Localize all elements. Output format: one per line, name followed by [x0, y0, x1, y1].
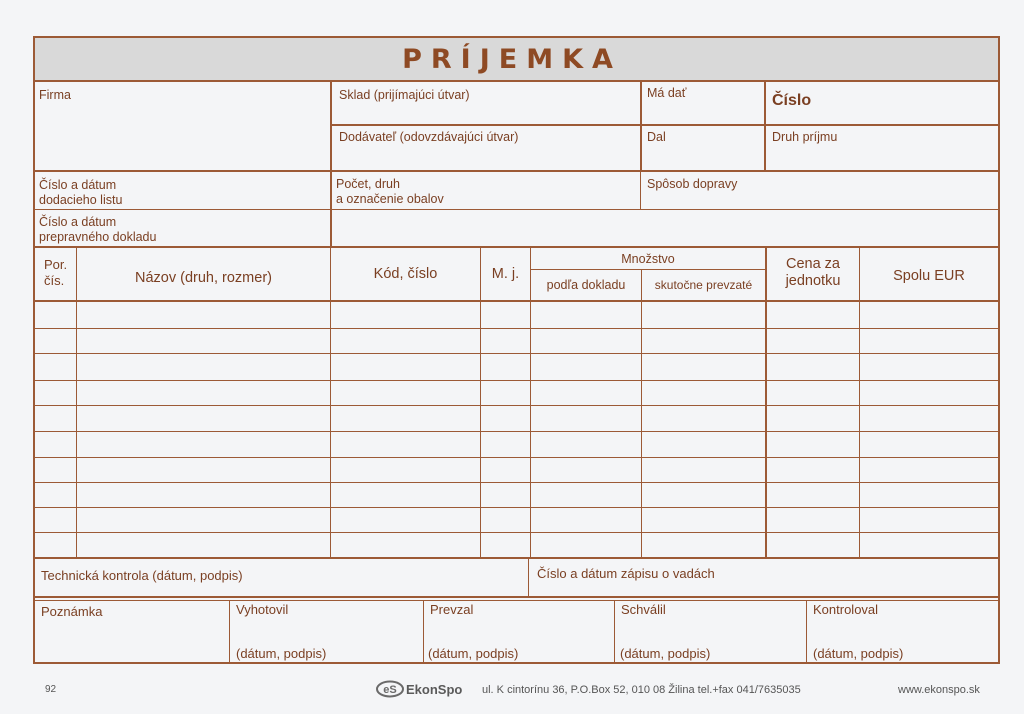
svg-text:eS: eS — [383, 684, 397, 696]
th-por-2: čís. — [44, 273, 65, 288]
frame-bottom — [33, 662, 1000, 664]
row-line-9 — [35, 532, 998, 533]
label-dodaci-list-2: dodacieho listu — [39, 193, 123, 207]
label-ma-dat: Má dať — [647, 86, 687, 100]
row-line-2 — [35, 353, 998, 354]
label-druh-prijmu: Druh príjmu — [772, 130, 838, 144]
row-line-6 — [35, 457, 998, 458]
footer-website[interactable]: www.ekonspo.sk — [898, 684, 980, 696]
footer-address: ul. K cintorínu 36, P.O.Box 52, 010 08 Žilina tel.+fax 041/7635035 — [482, 684, 801, 696]
label-doprava: Spôsob dopravy — [647, 177, 738, 191]
hline-header-top — [33, 80, 1000, 82]
hline-header-bottom — [33, 170, 1000, 172]
label-dodavatel: Dodávateľ (odovzdávajúci útvar) — [339, 130, 519, 144]
label-datum-podpis-2: (dátum, podpis) — [428, 646, 519, 661]
vline-header-madat — [640, 80, 642, 172]
label-cislo: Číslo — [772, 92, 812, 109]
row-line-1 — [35, 328, 998, 329]
hline-table-bottom — [33, 557, 1000, 559]
frame-left — [33, 36, 35, 664]
label-schvalil: Schválil — [621, 602, 666, 617]
th-kod: Kód, číslo — [373, 266, 438, 282]
label-dal: Dal — [647, 130, 666, 144]
form-title: PRÍJEMKA — [402, 44, 622, 75]
vline-sig-3 — [614, 600, 615, 663]
label-datum-podpis-3: (dátum, podpis) — [620, 646, 711, 661]
label-poznamka: Poznámka — [41, 604, 103, 619]
hline-tech-bottom-2 — [33, 600, 1000, 601]
th-cena-2: jednotku — [785, 273, 841, 289]
th-mnozstvo: Množstvo — [621, 252, 675, 266]
th-por-1: Por. — [44, 257, 68, 272]
vline-table-cena — [859, 246, 860, 558]
row-line-8 — [35, 507, 998, 508]
row-line-7 — [35, 482, 998, 483]
vline-table-por — [76, 246, 77, 558]
th-cena-1: Cena za — [785, 256, 840, 272]
label-prepravny-2: prepravného dokladu — [39, 230, 157, 244]
vline-table-podla — [641, 269, 642, 558]
vline-header-cislo — [764, 80, 766, 172]
hline-header-mid — [330, 124, 1000, 126]
hline-table-header-bottom — [33, 300, 1000, 302]
label-kontroloval: Kontroloval — [813, 602, 879, 617]
th-mj: M. j. — [491, 266, 520, 282]
ekonspo-logo-icon — [376, 680, 404, 703]
label-dodaci-list-1: Číslo a dátum — [39, 178, 117, 192]
th-nazov: Názov (druh, rozmer) — [135, 270, 272, 286]
label-obaly-1: Počet, druh — [336, 177, 400, 191]
hline-info-mid — [33, 209, 1000, 210]
label-technicka: Technická kontrola (dátum, podpis) — [41, 568, 243, 583]
vline-sig-4 — [806, 600, 807, 663]
vline-header-firma — [330, 80, 332, 248]
vline-table-skutocne — [765, 246, 767, 558]
vline-table-mj — [530, 246, 531, 558]
hline-tech-bottom — [33, 596, 1000, 598]
label-obaly-2: a označenie obalov — [336, 192, 444, 206]
label-prevzal: Prevzal — [430, 602, 474, 617]
th-podla-dokladu: podľa dokladu — [546, 278, 626, 292]
footer-brand: EkonSpo — [406, 682, 463, 697]
label-vyhotovil: Vyhotovil — [236, 602, 289, 617]
vline-table-nazov — [330, 246, 331, 558]
hline-table-top — [33, 246, 1000, 248]
vline-table-kod — [480, 246, 481, 558]
frame-right — [998, 36, 1000, 664]
vline-sig-2 — [423, 600, 424, 663]
th-skutocne: skutočne prevzaté — [654, 278, 753, 292]
frame-top — [33, 36, 1000, 38]
label-vady: Číslo a dátum zápisu o vadách — [537, 566, 715, 581]
row-line-3 — [35, 380, 998, 381]
vline-sig-1 — [229, 600, 230, 663]
hline-mnozstvo — [530, 269, 765, 270]
vline-info-doprava — [640, 170, 641, 210]
label-firma: Firma — [39, 88, 71, 102]
label-datum-podpis-1: (dátum, podpis) — [236, 646, 327, 661]
label-sklad: Sklad (prijímajúci útvar) — [339, 88, 470, 102]
label-datum-podpis-4: (dátum, podpis) — [813, 646, 904, 661]
th-spolu: Spolu EUR — [893, 268, 965, 284]
row-line-5 — [35, 431, 998, 432]
page-number: 92 — [45, 684, 57, 695]
row-line-4 — [35, 405, 998, 406]
vline-tech-vady — [528, 557, 529, 597]
label-prepravny-1: Číslo a dátum — [39, 215, 117, 229]
